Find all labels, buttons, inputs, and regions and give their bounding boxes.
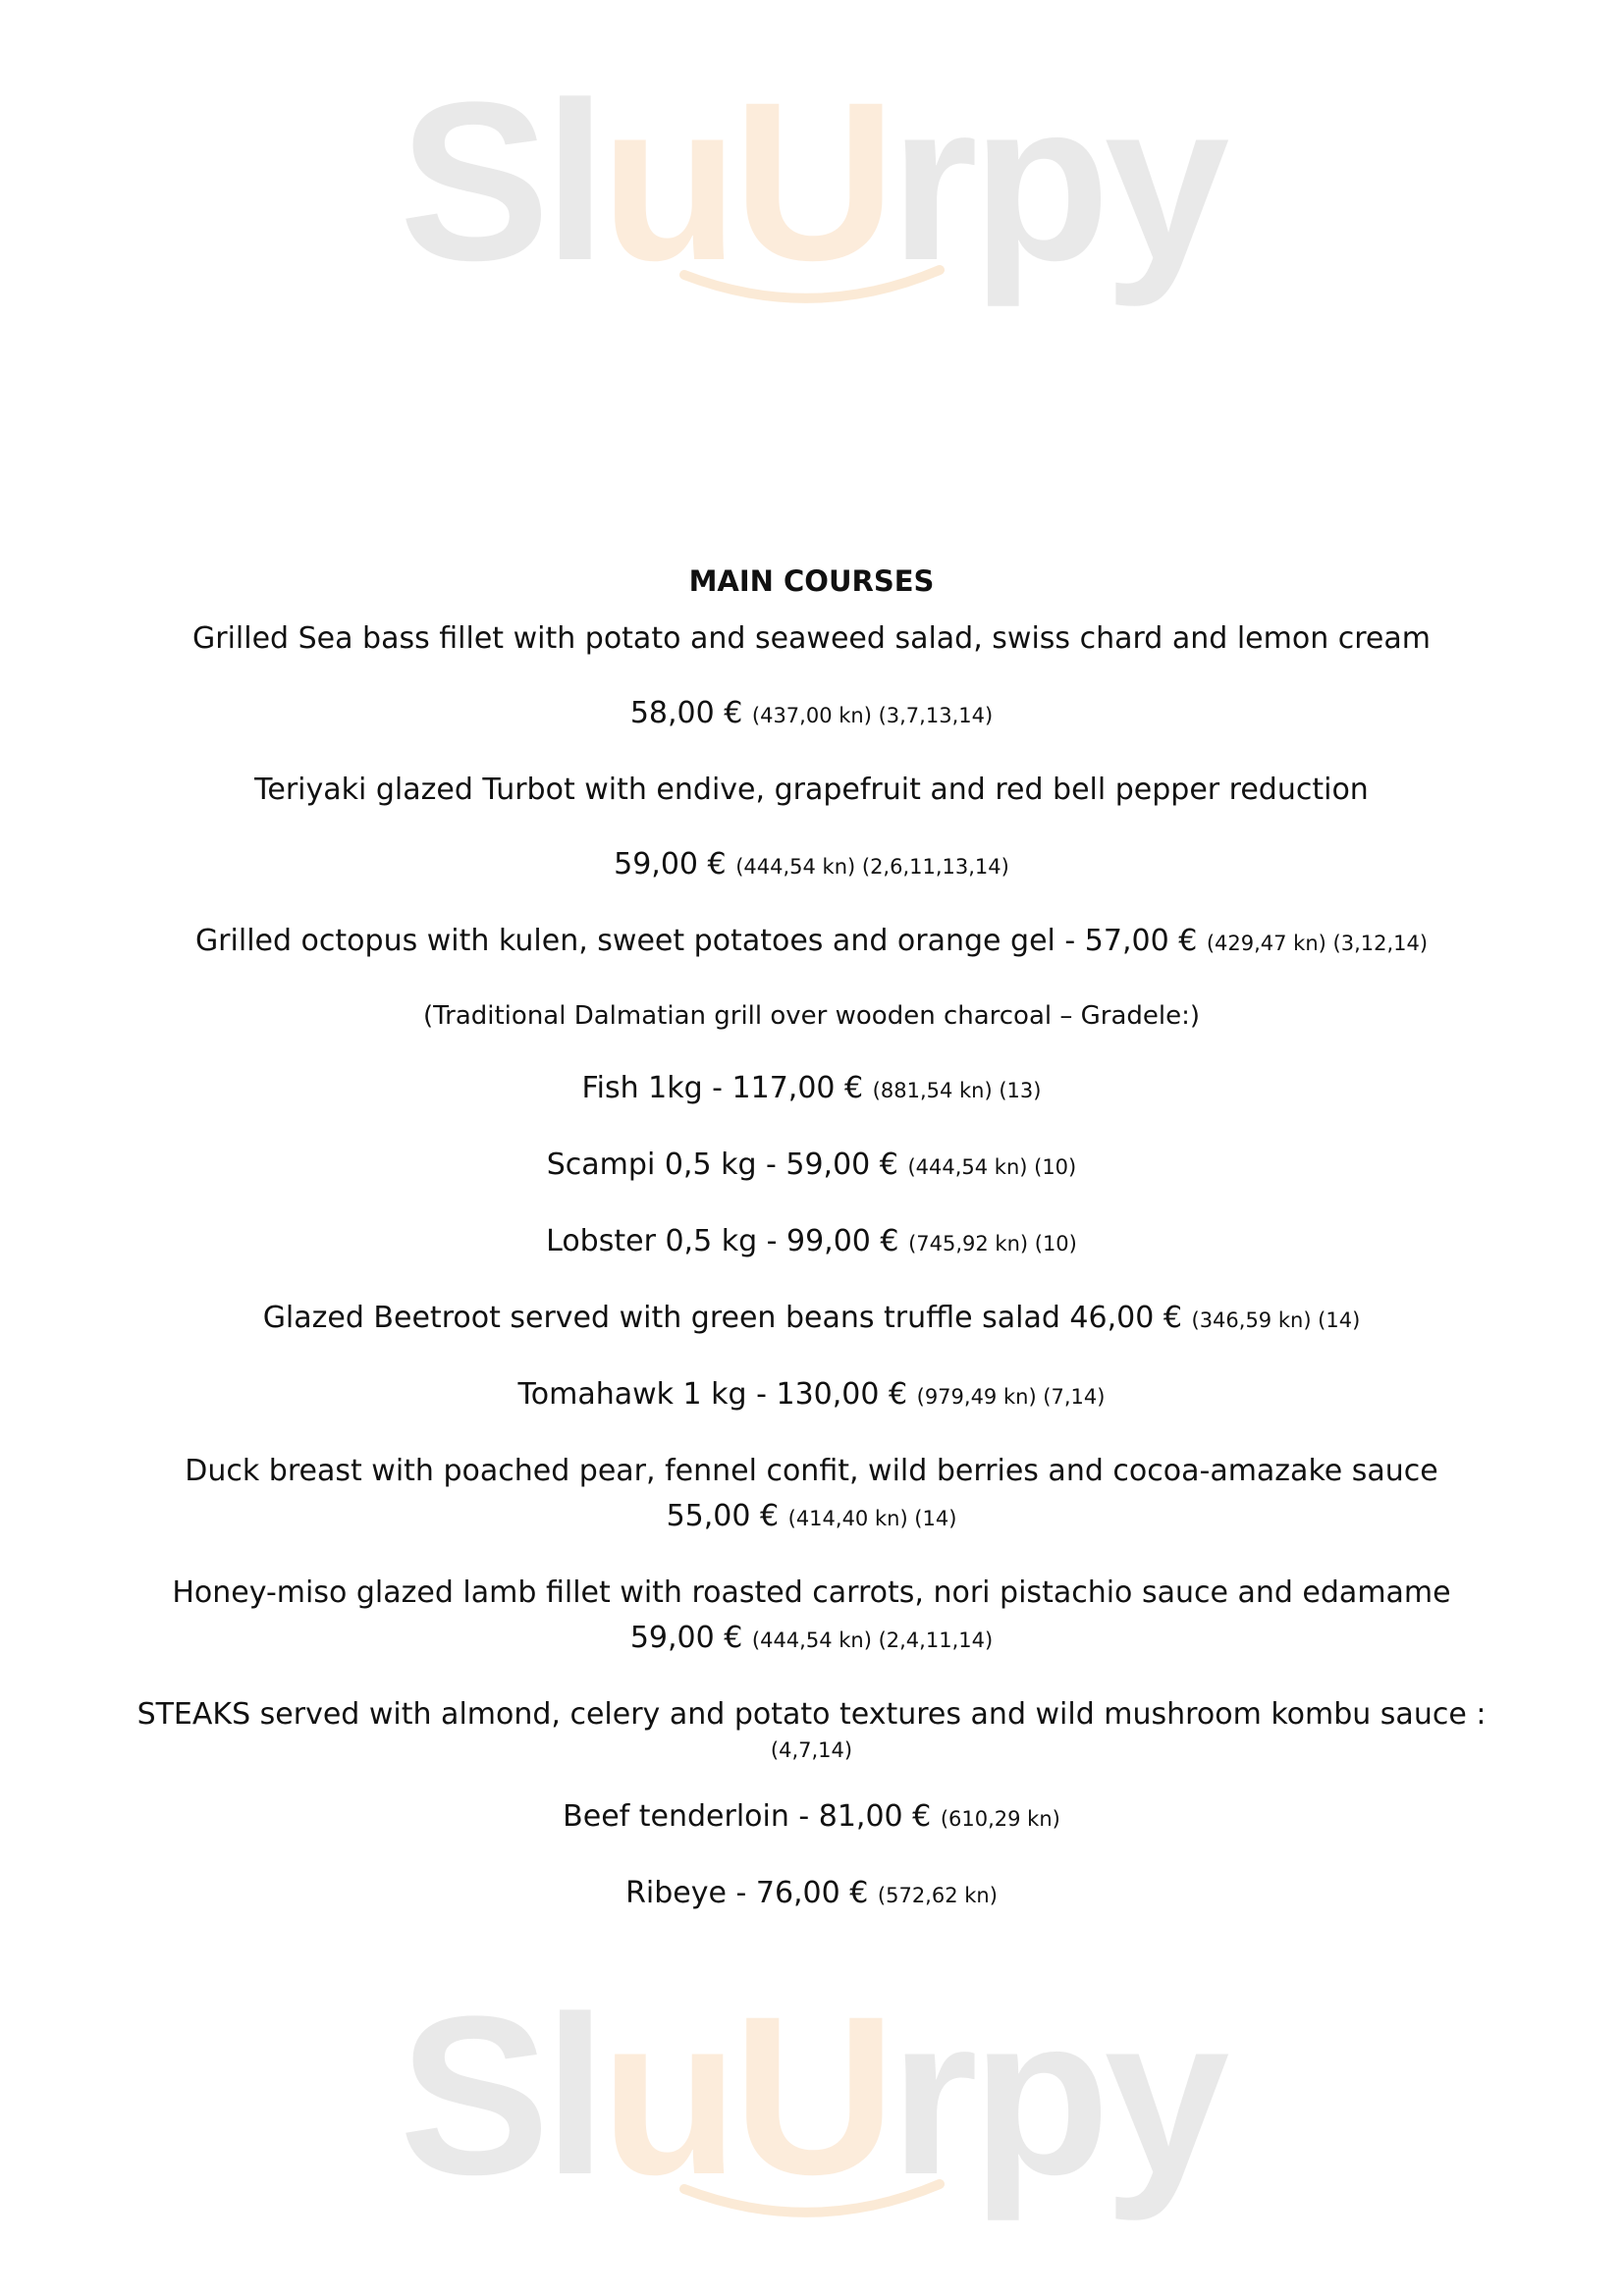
menu-item-sea-bass: Grilled Sea bass fillet with potato and seaweed salad, swiss chard and lemon cream <box>192 621 1431 656</box>
watermark-logo-top: SluUrpy <box>0 69 1623 314</box>
menu-item-price: 59,00 € (444,54 kn) (2,4,11,14) <box>629 1621 994 1655</box>
menu-item-fish: Fish 1kg - 117,00 € (881,54 kn) (13) <box>581 1071 1042 1105</box>
menu-item-ribeye: Ribeye - 76,00 € (572,62 kn) <box>625 1876 998 1910</box>
menu-item-octopus: Grilled octopus with kulen, sweet potatoes and orange gel - 57,00 € (429,47 kn) (3,12,14) <box>194 924 1429 958</box>
menu-item-beetroot: Glazed Beetroot served with green beans truffle salad 46,00 € (346,59 kn) (14) <box>262 1301 1361 1335</box>
watermark-logo-bottom: SluUrpy <box>0 1983 1623 2228</box>
menu-item-price: 59,00 € (444,54 kn) (2,6,11,13,14) <box>614 847 1009 881</box>
menu-item-duck: Duck breast with poached pear, fennel confit, wild berries and cocoa-amazake sauce <box>185 1454 1438 1488</box>
menu-note-grill: (Traditional Dalmatian grill over wooden charcoal – Gradele:) <box>422 1001 1201 1031</box>
main-courses-menu <box>0 564 1623 1917</box>
menu-item-steaks: STEAKS served with almond, celery and potato textures and wild mushroom kombu sauce : <box>136 1697 1487 1732</box>
menu-item-price: 58,00 € (437,00 kn) (3,7,13,14) <box>629 696 994 730</box>
menu-item-allergens: (4,7,14) <box>770 1738 853 1762</box>
menu-title: MAIN COURSES <box>688 564 935 598</box>
menu-item-lobster: Lobster 0,5 kg - 99,00 € (745,92 kn) (10) <box>546 1224 1077 1258</box>
menu-item-price: 55,00 € (414,40 kn) (14) <box>666 1499 957 1533</box>
menu-item-turbot: Teriyaki glazed Turbot with endive, grapefruit and red bell pepper reduction <box>254 773 1369 807</box>
menu-item-beef-tenderloin: Beef tenderloin - 81,00 € (610,29 kn) <box>563 1799 1060 1834</box>
menu-item-scampi: Scampi 0,5 kg - 59,00 € (444,54 kn) (10) <box>546 1148 1077 1182</box>
menu-item-tomahawk: Tomahawk 1 kg - 130,00 € (979,49 kn) (7,14) <box>517 1377 1106 1412</box>
menu-item-lamb: Honey-miso glazed lamb fillet with roasted carrots, nori pistachio sauce and edamame <box>172 1575 1451 1610</box>
